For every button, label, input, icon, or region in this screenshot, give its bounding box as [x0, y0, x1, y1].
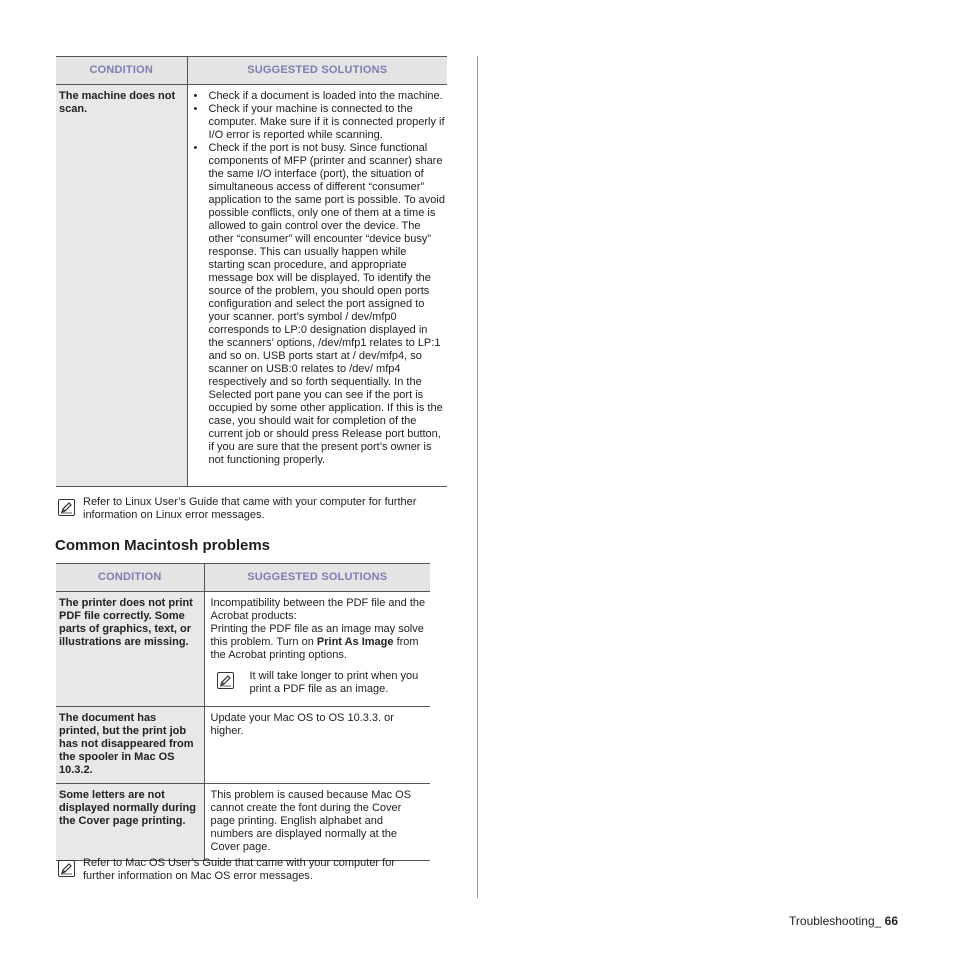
condition-cell: The document has printed, but the print job has not disappeared from the spooler in Mac OS 10.3.2. [56, 707, 204, 784]
note-text: Refer to Mac OS User’s Guide that came with your computer for further information on Mac OS error messages. [83, 857, 395, 882]
table-row [56, 784, 430, 861]
list-item: • Check if your machine is connected to the computer. Make sure if it is connected properly if I/O error is reported while scanning. [192, 103, 446, 142]
note-pencil-icon [58, 499, 75, 516]
condition-cell: Some letters are not displayed normally during the Cover page printing. [56, 784, 204, 861]
solution-cell: Update your Mac OS to OS 10.3.3. or higher. [204, 707, 430, 784]
table-row [56, 707, 430, 784]
solution-line: Incompatibility between the PDF file and the Acrobat products: [210, 597, 426, 622]
mac-problems-table [56, 563, 430, 861]
page-footer [789, 914, 898, 928]
condition-cell: The machine does not scan. [56, 85, 187, 487]
solution-cell [204, 592, 430, 707]
section-heading: Common Macintosh problems [55, 537, 271, 554]
condition-header: CONDITION [56, 564, 204, 592]
list-item: • Check if the port is not busy. Since functional components of MFP (printer and scanner) share the same I/O interface (port), the situation of simultaneous access of different “consumer” application to the same port is possible. To avoid possible conflicts, only one of them at a time is allowed to gain control over the device. The other “consumer” will encounter “device busy” response. This can usually happen while starting scan procedure, and appropriate message box will be displayed. To identify the source of the problem, you should open ports configuration and select the port assigned to your scanner. port’s symbol / dev/mfp0 corresponds to LP:0 designation displayed in the scanners’ options, /dev/mfp1 relates to LP:1 and so on. USB ports start at / dev/mfp4, so scanner on USB:0 relates to /dev/ mfp4 respectively and so forth sequentially. In the Selected port pane you can see if the port is occupied by some other application. If this is the case, you should wait for completion of the current job or should press Release port button, if you are sure that the present port’s owner is not functioning properly. [192, 142, 446, 467]
solution-cell: This problem is caused because Mac OS cannot create the font during the Cover page printing. English alphabet and numbers are displayed normally at the Cover page. [204, 784, 430, 861]
list-item: • Check if a document is loaded into the machine. [192, 90, 446, 103]
table-row [56, 592, 430, 707]
mac-note [56, 856, 430, 890]
print-as-image-option: Print As Image [316, 636, 394, 648]
note-text: Refer to Linux User’s Guide that came with your computer for further information on Linux error messages. [83, 496, 417, 521]
solution-list [192, 90, 446, 467]
solutions-header: SUGGESTED SOLUTIONS [187, 57, 447, 85]
column-divider [477, 56, 478, 898]
solutions-header: SUGGESTED SOLUTIONS [204, 564, 430, 592]
note-pencil-icon [58, 860, 75, 877]
page-number: 66 [884, 914, 898, 928]
pdf-note [211, 670, 427, 700]
solution-line: Printing the PDF file as an image may solve this problem. Turn on Print As Image from the Acrobat printing options. [210, 623, 424, 661]
table-header-row [56, 564, 430, 592]
solution-cell [187, 85, 447, 487]
condition-cell: The printer does not print PDF file correctly. Some parts of graphics, text, or illustrations are missing. [56, 592, 204, 707]
table-row [56, 85, 447, 487]
footer-label: Troubleshooting_ [789, 914, 885, 928]
table-header-row [56, 57, 447, 85]
linux-problems-table [56, 56, 447, 487]
note-text: It will take longer to print when you print a PDF file as an image. [249, 670, 419, 695]
note-pencil-icon [217, 672, 234, 689]
linux-note [56, 495, 447, 529]
condition-header: CONDITION [56, 57, 187, 85]
